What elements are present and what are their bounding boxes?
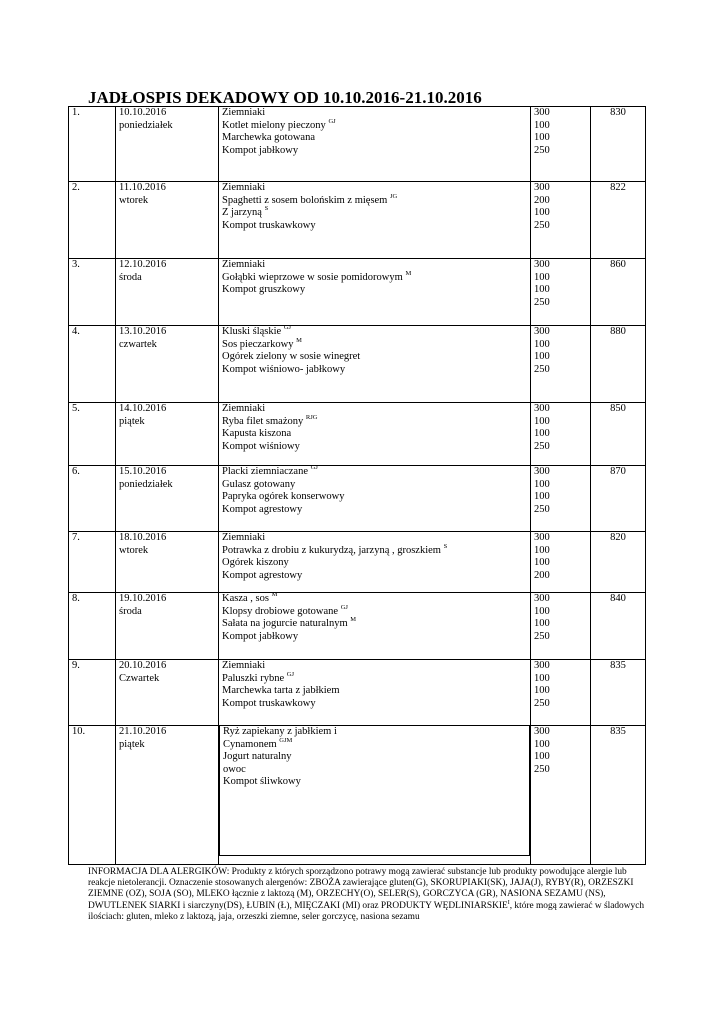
menu-table	[68, 106, 646, 865]
dish-name: Ziemniaki	[222, 182, 266, 193]
menu-row	[69, 593, 646, 660]
dish-item	[222, 570, 527, 583]
dish-name: Kompot jabłkowy	[222, 630, 299, 642]
portion-grams: 100	[534, 478, 550, 490]
portion-grams: 250	[534, 363, 550, 375]
menu-row	[69, 259, 646, 326]
allergen-code: M	[350, 616, 357, 623]
dish-item	[222, 207, 527, 220]
dishes-cell	[219, 726, 531, 865]
dish-name: Sos pieczarkowy	[222, 338, 294, 350]
dishes-cell	[219, 466, 531, 532]
date-cell	[116, 726, 219, 865]
date: 19.10.2016	[119, 593, 167, 604]
menu-row	[69, 726, 646, 865]
dishes-box	[219, 725, 530, 856]
dish-item	[222, 685, 527, 698]
day-number: 3.	[69, 259, 116, 326]
portion-grams: 300	[534, 182, 550, 193]
allergen-info-main: INFORMACJA DLA ALERGIKÓW: Produkty z których sporządzono potrawy mogą zawierać substancje lub produkty powodujące alergie lub reakcje nietolerancji. Oznaczenie stosowanych alergenów: ZBOŻA zawierające gluten(G), SKORUPIAKI(SK), JAJA(J), RYBY(R), ORZESZKI ZIEMNE (OZ), SOJA (SO), MLEKO łącznie z laktozą (M), ORZECHY(O), SELER(S), GORCZYCA (GR), NASIONA SEZAMU (NS), DWUTLENEK SIARKI i siarczyny(DS), ŁUBIN (Ł), MIĘCZAKI (MI) oraz PRODUKTY WĘDLINIARSKIE	[88, 867, 634, 911]
dish-item	[222, 145, 527, 158]
dish-name: Kotlet mielony pieczony	[222, 119, 326, 131]
portions-cell	[531, 182, 591, 259]
portion-grams: 250	[534, 296, 550, 308]
menu-row	[69, 107, 646, 182]
portions-cell	[531, 403, 591, 466]
allergen-code: GJ	[340, 603, 348, 611]
date: 14.10.2016	[119, 403, 167, 414]
day-number: 5.	[69, 403, 116, 466]
dish-item	[222, 326, 527, 339]
dishes-cell	[219, 660, 531, 726]
portion-grams: 300	[534, 660, 550, 671]
date-cell	[116, 466, 219, 532]
dish-item	[222, 670, 527, 686]
dish-name: Marchewka gotowana	[222, 132, 316, 143]
dish-name: Ziemniaki	[222, 259, 266, 270]
dish-name: Z jarzyną	[222, 207, 262, 218]
date-cell	[116, 403, 219, 466]
dish-item	[222, 504, 527, 517]
allergen-code: RJG	[305, 413, 318, 421]
dish-item	[223, 764, 526, 777]
dish-item	[222, 107, 527, 120]
date: 18.10.2016	[119, 532, 167, 543]
date: 21.10.2016	[119, 726, 167, 737]
dish-name: Kompot agrestowy	[222, 503, 303, 515]
portion-grams: 300	[534, 107, 550, 118]
dishes-cell	[219, 593, 531, 660]
day-number: 7.	[69, 532, 116, 593]
day-number: 10.	[69, 726, 116, 865]
kcal-cell: 880	[591, 326, 646, 403]
kcal-cell: 820	[591, 532, 646, 593]
portion-grams: 250	[534, 763, 550, 775]
dish-name: Kompot wiśniowo- jabłkowy	[222, 363, 346, 375]
kcal-cell: 835	[591, 726, 646, 865]
allergen-code: S	[264, 205, 269, 212]
kcal-cell: 870	[591, 466, 646, 532]
dish-item	[222, 364, 527, 377]
dish-item	[222, 182, 527, 195]
date: 20.10.2016	[119, 660, 167, 671]
date: 10.10.2016	[119, 107, 167, 118]
portion-grams: 200	[534, 569, 550, 581]
dish-name: Potrawka z drobiu z kukurydzą, jarzyną , groszkiem	[222, 544, 441, 556]
portions-cell	[531, 259, 591, 326]
dish-name: Kluski śląskie	[222, 326, 282, 337]
dishes-cell	[219, 107, 531, 182]
portion-grams: 100	[534, 751, 550, 762]
day-number: 1.	[69, 107, 116, 182]
dish-item	[223, 726, 526, 739]
dish-name: Ziemniaki	[222, 532, 266, 543]
weekday: Czwartek	[119, 672, 160, 684]
allergen-code: GJ	[310, 464, 318, 471]
portion-grams: 100	[534, 491, 550, 502]
portion-grams: 100	[534, 557, 550, 568]
dish-item	[222, 532, 527, 545]
allergen-code: M	[296, 336, 302, 344]
dish-name: Kapusta kiszona	[222, 428, 292, 439]
portions-cell	[531, 107, 591, 182]
date: 11.10.2016	[119, 182, 166, 193]
portion-grams: 100	[534, 672, 550, 684]
dish-item	[222, 698, 527, 711]
allergen-code: GJ	[286, 670, 294, 678]
dish-name: Ziemniaki	[222, 403, 266, 414]
dish-item	[223, 776, 526, 789]
allergen-info-sup: I	[507, 899, 510, 906]
portion-grams: 100	[534, 119, 550, 131]
dish-name: Marchewka tarta z jabłkiem	[222, 685, 340, 696]
menu-row	[69, 182, 646, 259]
dish-name: Kompot truskawkowy	[222, 219, 316, 231]
dish-item	[222, 631, 527, 644]
dish-name: Gulasz gotowany	[222, 478, 296, 490]
dishes-cell	[219, 182, 531, 259]
portion-grams: 100	[534, 738, 550, 750]
dish-item	[222, 618, 527, 631]
dish-name: Kompot truskawkowy	[222, 697, 316, 709]
allergen-info-end: , które mogą zawierać w śladowych ilościach: gluten, mleko z laktozą, jaja, orzeszki ziemne, seler gorczycę, nasiona sezamu	[88, 900, 645, 922]
menu-row	[69, 403, 646, 466]
portion-grams: 250	[534, 144, 550, 156]
dish-name: Sałata na jogurcie naturalnym	[222, 618, 348, 629]
portion-grams: 250	[534, 630, 550, 642]
dishes-cell	[219, 326, 531, 403]
portion-grams: 250	[534, 219, 550, 231]
portions-cell	[531, 593, 591, 660]
portion-grams: 100	[534, 415, 550, 427]
allergen-code: S	[443, 542, 448, 550]
weekday: środa	[119, 605, 142, 617]
dish-item	[222, 269, 527, 285]
dishes-cell	[219, 403, 531, 466]
day-number: 8.	[69, 593, 116, 660]
portion-grams: 100	[534, 338, 550, 350]
page-title: JADŁOSPIS DEKADOWY OD 10.10.2016-21.10.2016	[88, 88, 482, 107]
day-number: 9.	[69, 660, 116, 726]
date-cell	[116, 660, 219, 726]
dish-name: Ogórek kiszony	[222, 557, 289, 568]
portion-grams: 100	[534, 605, 550, 617]
kcal-cell: 840	[591, 593, 646, 660]
dish-name: Paluszki rybne	[222, 672, 285, 684]
date: 12.10.2016	[119, 259, 167, 270]
date: 13.10.2016	[119, 326, 167, 337]
kcal-cell: 860	[591, 259, 646, 326]
dish-item	[222, 259, 527, 272]
portion-grams: 200	[534, 194, 550, 206]
portion-grams: 300	[534, 532, 550, 543]
dish-name: Ziemniaki	[222, 107, 266, 118]
portion-grams: 250	[534, 440, 550, 452]
dish-item	[223, 751, 526, 764]
dish-item	[222, 542, 527, 558]
portions-cell	[531, 532, 591, 593]
allergen-code: GJ	[283, 324, 292, 331]
dish-item	[222, 117, 527, 133]
portion-grams: 100	[534, 271, 550, 283]
dish-name: Ryż zapiekany z jabłkiem i	[223, 726, 337, 737]
dish-name: Klopsy drobiowe gotowane	[222, 605, 339, 617]
portions-cell	[531, 466, 591, 532]
day-number: 6.	[69, 466, 116, 532]
kcal-cell: 830	[591, 107, 646, 182]
portion-grams: 100	[534, 284, 550, 295]
dish-name: Kompot gruszkowy	[222, 284, 306, 295]
portion-grams: 250	[534, 503, 550, 515]
date-cell	[116, 593, 219, 660]
day-number: 4.	[69, 326, 116, 403]
portion-grams: 100	[534, 618, 550, 629]
portion-grams: 100	[534, 207, 550, 218]
portion-grams: 300	[534, 726, 550, 737]
menu-row	[69, 326, 646, 403]
portion-grams: 300	[534, 466, 550, 477]
portion-grams: 300	[534, 593, 550, 604]
weekday: środa	[119, 271, 142, 283]
dish-name: Kasza , sos	[222, 593, 269, 604]
dish-item	[223, 736, 526, 752]
allergen-code: M	[405, 269, 412, 277]
dish-item	[222, 557, 527, 570]
portion-grams: 100	[534, 132, 550, 143]
dish-name: Ogórek zielony w sosie winegret	[222, 351, 361, 362]
dish-name: Gołąbki wieprzowe w sosie pomidorowym	[222, 271, 403, 283]
portion-grams: 300	[534, 259, 550, 270]
dish-name: Ryba filet smażony	[222, 415, 304, 427]
kcal-cell: 822	[591, 182, 646, 259]
portion-grams: 300	[534, 403, 550, 414]
portion-grams: 100	[534, 685, 550, 696]
portion-grams: 100	[534, 428, 550, 439]
dish-item	[222, 466, 527, 479]
portions-cell	[531, 660, 591, 726]
dish-item	[222, 428, 527, 441]
portion-grams: 300	[534, 326, 550, 337]
portions-cell	[531, 726, 591, 865]
date-cell	[116, 326, 219, 403]
dish-name: Papryka ogórek konserwowy	[222, 491, 345, 502]
dish-item	[222, 660, 527, 673]
date-cell	[116, 182, 219, 259]
allergen-code: M	[271, 591, 278, 598]
allergen-code: GJM	[279, 736, 293, 744]
dish-name: Jogurt naturalny	[223, 751, 292, 762]
portions-cell	[531, 326, 591, 403]
date-cell	[116, 259, 219, 326]
weekday: poniedziałek	[119, 478, 173, 490]
kcal-cell: 850	[591, 403, 646, 466]
menu-row	[69, 532, 646, 593]
menu-row	[69, 660, 646, 726]
weekday: piątek	[119, 415, 145, 427]
dish-item	[222, 132, 527, 145]
portion-grams: 250	[534, 697, 550, 709]
dish-item	[222, 403, 527, 416]
dishes-cell	[219, 259, 531, 326]
dish-item	[222, 351, 527, 364]
allergen-info	[88, 867, 648, 923]
dish-item	[222, 220, 527, 233]
kcal-cell: 835	[591, 660, 646, 726]
dish-item	[222, 413, 527, 429]
dish-name: Spaghetti z sosem bolońskim z mięsem	[222, 194, 388, 206]
day-number: 2.	[69, 182, 116, 259]
date: 15.10.2016	[119, 466, 167, 477]
weekday: piątek	[119, 738, 145, 750]
date-cell	[116, 107, 219, 182]
dish-name: Ziemniaki	[222, 660, 266, 671]
dish-name: owoc	[223, 763, 246, 775]
portion-grams: 100	[534, 351, 550, 362]
weekday: poniedziałek	[119, 119, 173, 131]
dish-item	[222, 593, 527, 606]
dish-name: Kompot śliwkowy	[223, 776, 301, 787]
dish-item	[222, 284, 527, 297]
allergen-code: GJ	[328, 117, 336, 125]
dish-name: Kompot wiśniowy	[222, 440, 300, 452]
allergen-code: JG	[389, 192, 398, 200]
weekday: czwartek	[119, 338, 157, 350]
dish-item	[222, 441, 527, 454]
menu-row	[69, 466, 646, 532]
dish-name: Kompot jabłkowy	[222, 144, 299, 156]
dish-item	[222, 491, 527, 504]
dish-item	[222, 603, 527, 619]
dish-item	[222, 479, 527, 492]
weekday: wtorek	[119, 544, 149, 556]
portion-grams: 100	[534, 544, 550, 556]
dish-item	[222, 336, 527, 352]
date-cell	[116, 532, 219, 593]
dish-name: Kompot agrestowy	[222, 569, 303, 581]
dish-name: Cynamonem	[223, 738, 277, 750]
dishes-cell	[219, 532, 531, 593]
weekday: wtorek	[119, 194, 149, 206]
dish-name: Placki ziemniaczane	[222, 466, 308, 477]
